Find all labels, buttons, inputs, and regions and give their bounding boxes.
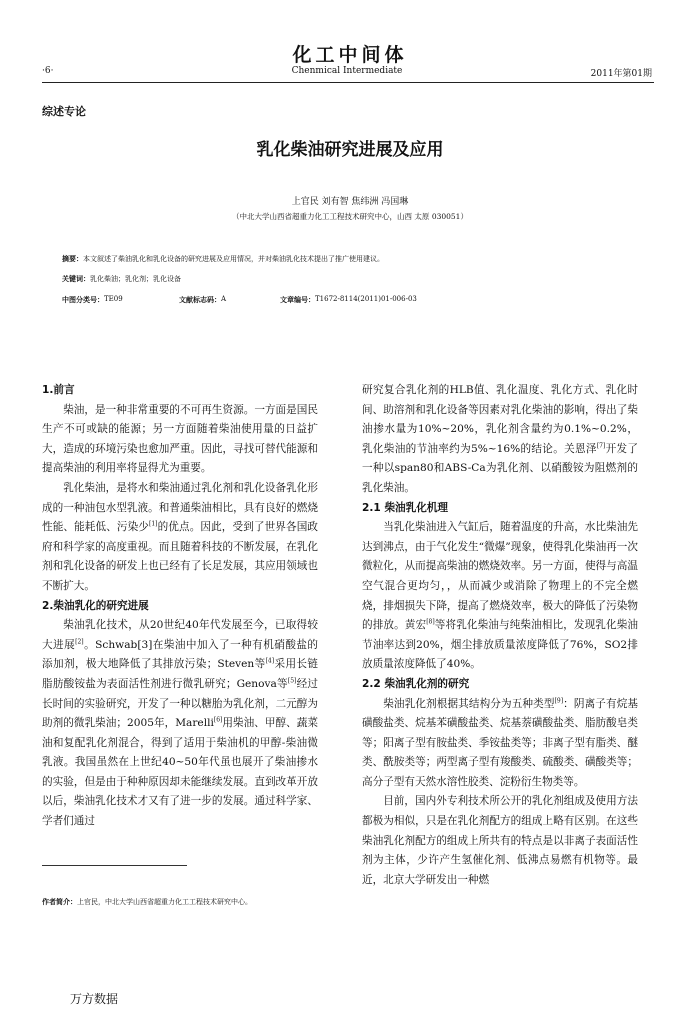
keywords	[62, 274, 642, 284]
clc-label: 中图分类号：	[62, 296, 104, 304]
section-column-label: 综述专论	[42, 105, 86, 118]
doc-code-value: A	[221, 295, 227, 303]
footnote-label: 作者简介：	[42, 898, 77, 906]
paragraph: 目前，国内外专利技术所公开的乳化剂组成及使用方法都极为相似，只是在乳化剂配方的组成上略有区别。在这些柴油乳化剂配方的组成上所共有的特点是以非离子表面活性剂为主体，少许产生氢催化剂、低沸点易燃有机物等。最近，北京大学研发出一种燃	[362, 795, 638, 886]
paragraph: 乳化柴油，是将水和柴油通过乳化剂和乳化设备乳化形成的一种油包水型乳液。和普通柴油相比，具有良好的燃烧性能、能耗低、污染少[1]的优点。因此，受到了世界各国政府和科学家的高度重视。而且随着科技的不断发展，在乳化剂和乳化设备的研发上也已经有了长足发展，其应用领域也不断扩大。	[42, 481, 318, 592]
paragraph: 研究复合乳化剂的HLB值、乳化温度、乳化方式、乳化时间、助溶剂和乳化设备等因素对乳化柴油的影响，得出了柴油掺水量为10%~20%，乳化剂含量约为0.1%~0.2%，乳化柴油的节油率约为5%~16%的结论。关恩泽[7]开发了一种以span80和ABS-Ca为乳化剂、以硝酸铵为阻燃剂的乳化柴油。	[362, 384, 639, 494]
article-title: 乳化柴油研究进展及应用	[256, 140, 444, 160]
paragraph: 柴油，是一种非常重要的不可再生资源。一方面是国民生产不可或缺的能源；另一方面随着柴油使用量的日益扩大，造成的环境污染也愈加严重。因此，寻找可替代能源和提高柴油的利用率将显得尤为重要。	[42, 403, 318, 475]
doc-code-label: 文献标志码：	[179, 296, 221, 304]
abstract	[62, 254, 642, 264]
article-number-value: T1672-8114(2011)01-006-03	[315, 295, 417, 303]
journal-english-title: Chenmical Intermediate	[291, 66, 403, 76]
article-number-label: 文章编号：	[280, 296, 315, 304]
abstract-label: 摘要：	[62, 255, 83, 263]
running-header	[42, 64, 652, 80]
footnote-rule	[42, 865, 187, 866]
citation: [4]	[265, 657, 275, 665]
section-heading: 1.前言	[42, 384, 75, 396]
journal-title: 化工中间体	[292, 44, 408, 66]
page-number: ·6·	[42, 66, 54, 76]
citation: [7]	[596, 442, 606, 450]
citation: [6]	[213, 716, 223, 724]
section-heading: 2.柴油乳化的研究进展	[42, 599, 149, 612]
citation: [1]	[149, 520, 158, 528]
citation: [9]	[554, 696, 564, 704]
affiliation: （中北大学山西省超重力化工工程技术研究中心，山西 太原 030051）	[232, 212, 468, 221]
citation: [8]	[426, 618, 435, 626]
clc-value: TE09	[104, 295, 123, 303]
issue-label: 2011年第01期	[590, 69, 652, 79]
keywords-text: 乳化柴油；乳化剂；乳化设备	[90, 275, 181, 283]
author-footnote	[42, 897, 252, 907]
body-column-right	[362, 381, 638, 890]
paragraph: 柴油乳化技术，从20世纪40年代发展至今，已取得较大进展[2]。Schwab[3]在柴油中加入了一种有机硝酸盐的添加剂，极大地降低了其排放污染；Steven等[4]采用长链脂肪酸铵盐为表面活性剂进行微乳研究；Genova等[5]经过长时间的实验研究，开发了一种以糖胎为乳化剂，二元醇为助剂的微乳柴油；2005年，Marelli[6]用柴油、甲醇、蔬菜油和复配乳化剂混合，得到了适用于柴油机的甲醇-柴油微乳液。我国虽然在上世纪40~50年代虽也展开了柴油掺水的实验，但是由于种种原因却未能继续发展。直到改革开放以后，柴油乳化技术才又有了进一步的发展。通过科学家、学者们通过	[42, 619, 319, 828]
keywords-label: 关键词：	[62, 275, 90, 283]
citation: [5]	[287, 677, 297, 685]
body-column-left	[42, 381, 318, 832]
abstract-text: 本文叙述了柴油乳化和乳化设备的研究进展及应用情况，并对柴油乳化技术提出了推广使用建议。	[83, 255, 384, 263]
paragraph: 柴油乳化剂根据其结构分为五种类型[9]：阴离子有烷基磺酸盐类、烷基苯磺酸盐类、烷基萘磺酸盐类、脂肪酸皂类等；阳离子型有胺盐类、季铵盐类等；非离子型有脂类、醚类、酰胺类等；两型离子型有羧酸类、硫酸类、磺酸类等；高分子型有天然水溶性胶类、淀粉衍生物类等。	[362, 696, 639, 788]
watermark: 万方数据	[70, 992, 119, 1006]
footnote-text: 上官民，中北大学山西省超重力化工工程技术研究中心。	[77, 898, 252, 906]
citation: [2]	[75, 638, 84, 646]
paragraph: 当乳化柴油进入气缸后，随着温度的升高，水比柴油先达到沸点，由于气化发生“微爆”现象，使得乳化柴油再一次微粒化，从而提高柴油的燃烧效率。另一方面，使得与高温空气混合更均匀，，从而减少或消除了物理上的不完全燃烧，排烟损失下降，提高了燃烧效率，极大的降低了污染物的排放。黄宏[8]等将乳化柴油与纯柴油相比，发现乳化柴油节油率达到20%，烟尘排放质量浓度降低了76%，SO2排放质量浓度降低了40%。	[362, 521, 639, 671]
header-rule	[42, 82, 654, 83]
author-list: 上官民 刘有智 焦纬洲 冯国琳	[291, 197, 409, 207]
subsection-heading: 2.2 柴油乳化剂的研究	[362, 677, 470, 690]
subsection-heading: 2.1 柴油乳化机理	[362, 501, 449, 514]
